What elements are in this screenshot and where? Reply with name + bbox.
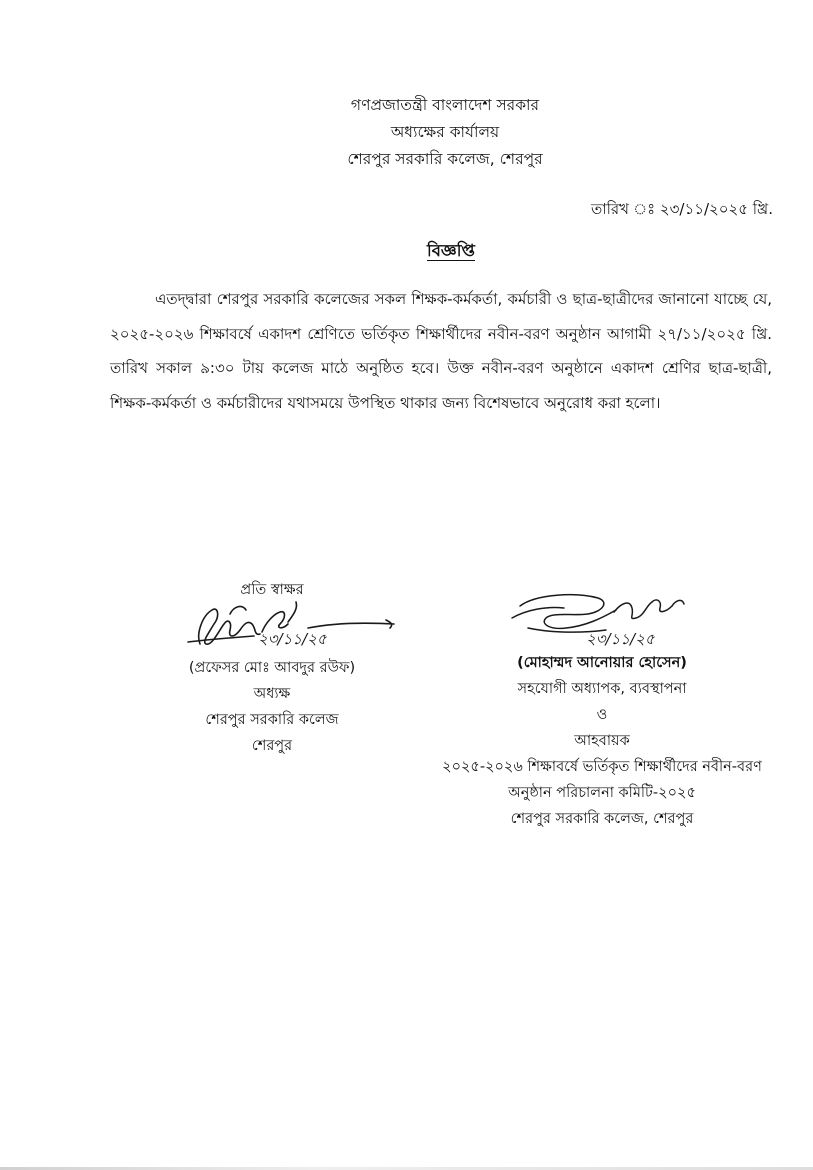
left-signatory-institution: শেরপুর সরকারি কলেজ <box>205 712 339 728</box>
left-handwritten-date: ২৩/১১/২৫ <box>258 630 327 648</box>
left-signature-block <box>122 577 422 759</box>
office-name: অধ্যক্ষের কার্যালয় <box>390 123 500 141</box>
committee-line-1: ২০২৫-২০২৬ শিক্ষাবর্ষে ভর্তিকৃত শিক্ষার্থীদের নবীন-বরণ <box>442 759 762 775</box>
notice-title <box>0 238 813 265</box>
right-handwritten-date: ২৩/১১/২৫ <box>586 630 655 648</box>
right-signatory-name: (মোহাম্মদ আনোয়ার হোসেন) <box>517 655 687 671</box>
left-signatory-name: (প্রফেসর মোঃ আবদুর রউফ) <box>188 660 356 676</box>
college-name: শেরপুর সরকারি কলেজ, শেরপুর <box>347 150 543 168</box>
letterhead <box>0 92 813 173</box>
right-signatory-role: আহবায়ক <box>574 733 630 749</box>
notice-title-text: বিজ্ঞপ্তি <box>427 241 475 260</box>
right-signatory-conjunction: ও <box>596 707 608 723</box>
government-name: গণপ্রজাতন্ত্রী বাংলাদেশ সরকার <box>350 96 540 114</box>
committee-line-2: অনুষ্ঠান পরিচালনা কমিটি-২০২৫ <box>508 785 696 801</box>
right-signature-space <box>412 588 792 650</box>
left-signatory-place: শেরপুর <box>251 738 293 754</box>
left-signature-space <box>122 603 422 655</box>
countersign-caption: প্রতি স্বাক্ষর <box>240 582 304 598</box>
right-signatory-designation: সহযোগী অধ্যাপক, ব্যবস্থাপনা <box>517 681 687 697</box>
notice-date: তারিখ ঃ ২৩/১১/২০২৫ খ্রি. <box>590 200 773 218</box>
right-signature-block <box>412 588 792 832</box>
left-signatory-designation: অধ্যক্ষ <box>253 686 291 702</box>
notice-body: এতদ্দ্বারা শেরপুর সরকারি কলেজের সকল শিক্ষক-কর্মকর্তা, কর্মচারী ও ছাত্র-ছাত্রীদের জানানো যাচ্ছে যে, ২০২৫-২০২৬ শিক্ষাবর্ষে একাদশ শ্রেণিতে ভর্তিকৃত শিক্ষার্থীদের নবীন-বরণ অনুষ্ঠান আগামী ২৭/১১/২০২৫ খ্রি. তারিখ সকাল ৯:৩০ টায় কলেজ মাঠে অনুষ্ঠিত হবে। উক্ত নবীন-বরণ অনুষ্ঠানে একাদশ শ্রেণির ছাত্র-ছাত্রী, শিক্ষক-কর্মকর্তা ও কর্মচারীদের যথাসময়ে উপস্থিত থাকার জন্য বিশেষভাবে অনুরোধ করা হলো। <box>110 290 772 412</box>
right-signatory-institution: শেরপুর সরকারি কলেজ, শেরপুর <box>510 811 694 827</box>
